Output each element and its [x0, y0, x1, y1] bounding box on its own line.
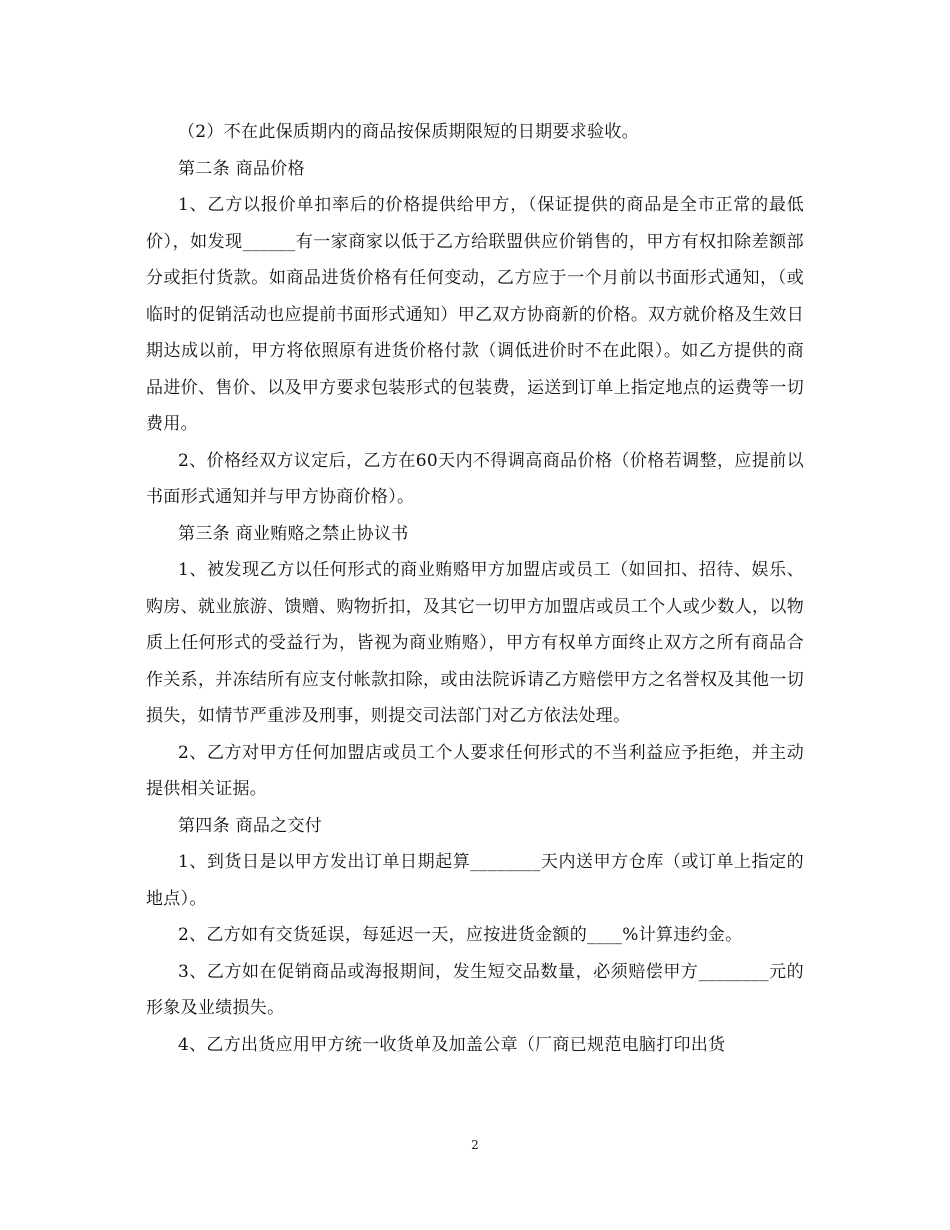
paragraph-warranty-clause-2: （2）不在此保质期内的商品按保质期限短的日期要求验收。 — [178, 122, 639, 142]
page-number: 2 — [471, 1138, 479, 1152]
article-3-heading: 第三条 商业贿赂之禁止协议书 — [178, 523, 409, 544]
paragraph-delivery-clause-3: 3、乙方如在促销商品或海报期间，发生短交品数量，必须赔偿甲方________元的形象及业绩损失。 — [146, 961, 804, 1018]
paragraph-bribery-clause-2: 2、乙方对甲方任何加盟店或员工个人要求任何形式的不当利益应予拒绝，并主动提供相关证据。 — [146, 742, 804, 799]
document-body — [146, 114, 804, 1063]
paragraph-delivery-clause-1: 1、到货日是以甲方发出订单日期起算________天内送甲方仓库（或订单上指定的地点）。 — [146, 852, 804, 909]
article-2-heading: 第二条 商品价格 — [178, 158, 305, 179]
paragraph-price-clause-1: 1、乙方以报价单扣率后的价格提供给甲方，（保证提供的商品是全市正常的最低价），如发现______有一家商家以低于乙方给联盟供应价销售的，甲方有权扣除差额部分或拒付货款。如商品进货价格有任何变动，乙方应于一个月前以书面形式通知，（或临时的促销活动也应提前书面形式通知）甲乙双方协商新的价格。双方就价格及生效日期达成以前，甲方将依照原有进货价格付款（调低进价时不在此限）。如乙方提供的商品进价、售价、以及甲方要求包装形式的包装费，运送到订单上指定地点的运费等一切费用。 — [146, 195, 804, 434]
paragraph-price-clause-2: 2、价格经双方议定后，乙方在60天内不得调高商品价格（价格若调整，应提前以书面形式通知并与甲方协商价格）。 — [146, 450, 804, 507]
article-4-heading: 第四条 商品之交付 — [178, 815, 323, 836]
paragraph-delivery-clause-2: 2、乙方如有交货延误，每延迟一天，应按进货金额的____%计算违约金。 — [178, 925, 743, 945]
paragraph-delivery-clause-4: 4、乙方出货应用甲方统一收货单及加盖公章（厂商已规范电脑打印出货 — [178, 1034, 726, 1055]
paragraph-bribery-clause-1: 1、被发现乙方以任何形式的商业贿赂甲方加盟店或员工（如回扣、招待、娱乐、购房、就业旅游、馈赠、购物折扣，及其它一切甲方加盟店或员工个人或少数人，以物质上任何形式的受益行为，皆视为商业贿赂），甲方有权单方面终止双方之所有商品合作关系，并冻结所有应支付帐款扣除，或由法院诉请乙方赔偿甲方之名誉权及其他一切损失，如情节严重涉及刑事，则提交司法部门对乙方依法处理。 — [146, 560, 804, 726]
